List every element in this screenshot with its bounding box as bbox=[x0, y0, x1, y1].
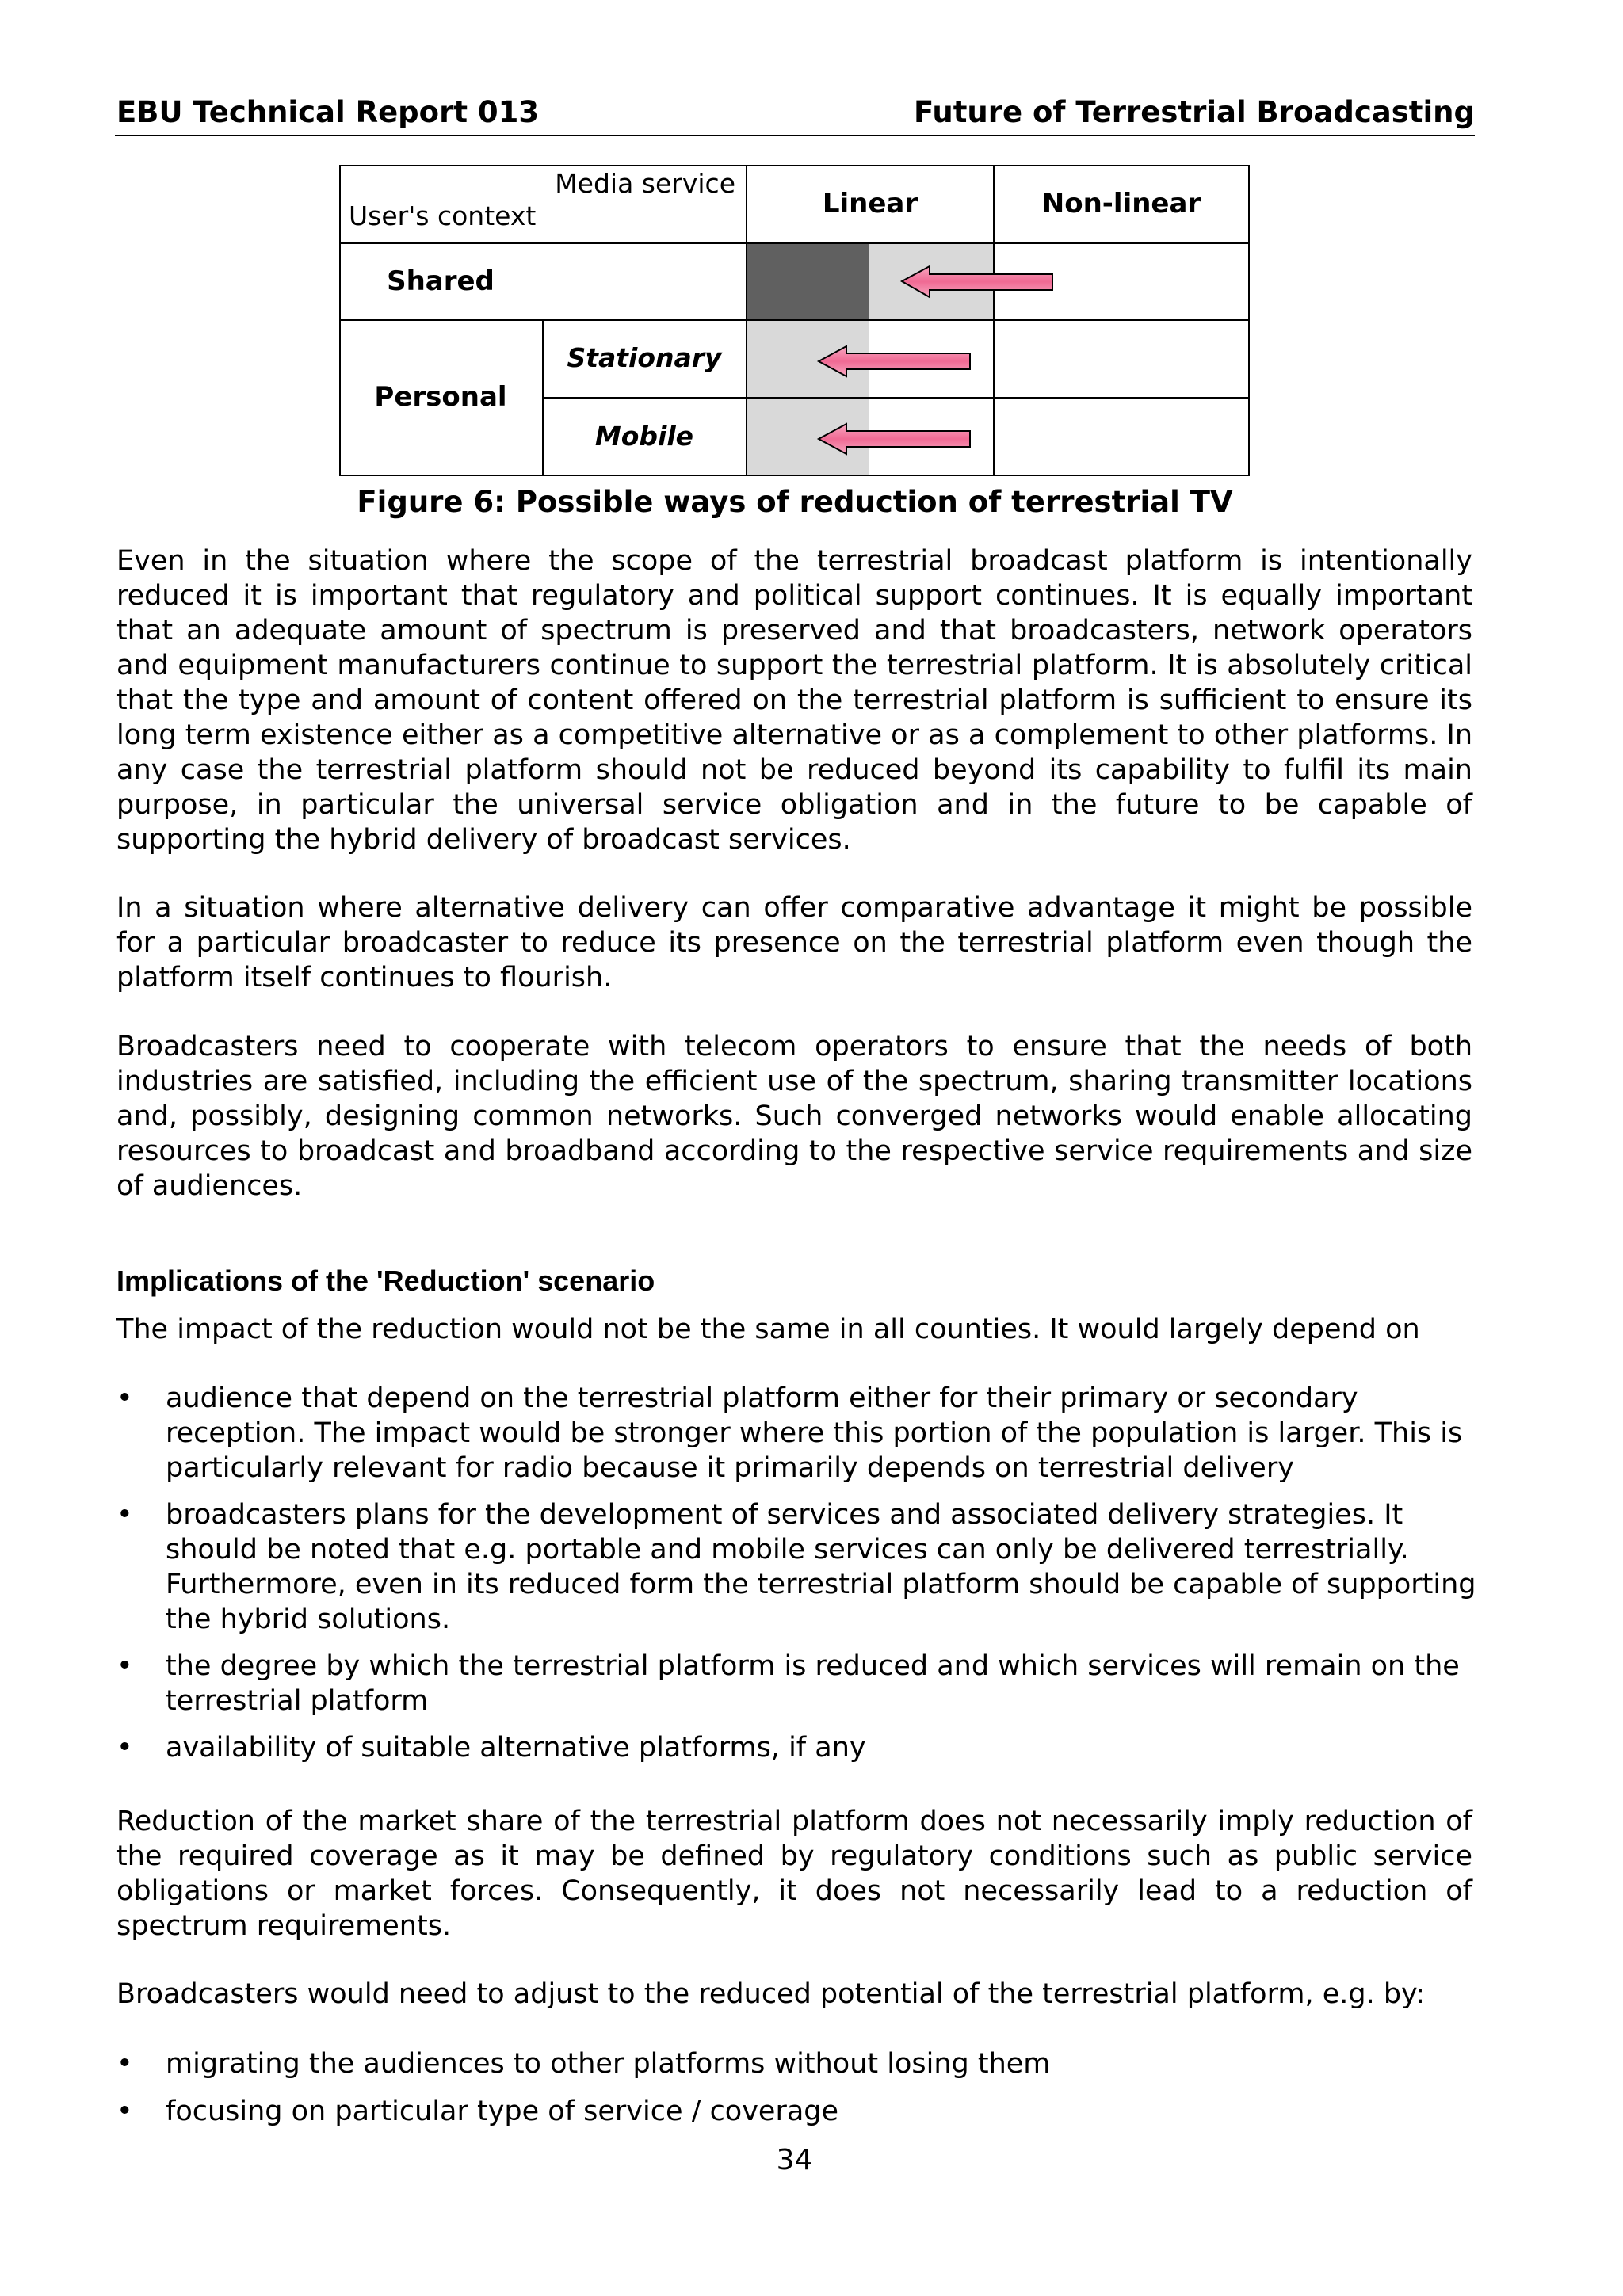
bullet-icon: • bbox=[116, 1732, 133, 1764]
corner-media-service: Media service bbox=[555, 168, 735, 199]
shaded-cell-shared-linear bbox=[747, 243, 869, 320]
bullet-icon: • bbox=[116, 1383, 133, 1414]
figure-caption: Figure 6: Possible ways of reduction of terrestrial TV bbox=[357, 485, 1233, 519]
list-item: • focusing on particular type of service / coverage bbox=[116, 2096, 839, 2127]
implications-intro: The impact of the reduction would not be the same in all counties. It would largely depend on bbox=[116, 1314, 1420, 1345]
section-heading: Implications of the 'Reduction' scenario bbox=[116, 1264, 655, 1297]
row-personal: Personal bbox=[374, 381, 507, 413]
paragraph-scope-reduction: Even in the situation where the scope of the terrestrial broadcast platform is intentionally reduced it is important that regulatory and political support continues. It is equally important that an adequate amount of spectrum is preserved and that broadcasters, network operators and equipment manufacturers continue to support the terrestrial platform. It is absolutely critical that the type and amount of content offered on the terrestrial platform is sufficient to ensure its long term existence either as a competitive alternative or as a complement to other platforms. In any case the terrestrial platform should not be reduced beyond its capability to fulfil its main purpose, in particular the universal service obligation and in the future to be capable of supporting the hybrid delivery of broadcast services. bbox=[116, 545, 1472, 856]
list-item: • broadcasters plans for the development of services and associated delivery strategies. It should be noted that e.g. portable and mobile services can only be delivered terrestrially. Furthermore, even in its reduced form the terrestrial platform should be capable of supporting the hybrid solutions. bbox=[116, 1499, 1476, 1635]
row-stationary: Stationary bbox=[567, 342, 722, 373]
bullet-icon: • bbox=[116, 1650, 133, 1682]
list-item: • availability of suitable alternative platforms, if any bbox=[116, 1732, 866, 1764]
row-shared: Shared bbox=[387, 265, 495, 297]
list-item: • the degree by which the terrestrial platform is reduced and which services will remain on the terrestrial platform bbox=[116, 1650, 1460, 1717]
list-item: • migrating the audiences to other platforms without losing them bbox=[116, 2048, 1051, 2080]
paragraph-market-share: Reduction of the market share of the terrestrial platform does not necessarily imply reduction of the required coverage as it may be defined by regulatory conditions such as public service obligations or market forces. Consequently, it does not necessarily lead to a reduction of spectrum requirements. bbox=[116, 1806, 1472, 1942]
figure-6 bbox=[339, 165, 1251, 477]
implications-list bbox=[116, 1381, 1480, 1765]
bullet-icon: • bbox=[116, 2096, 133, 2127]
header-document-title: Future of Terrestrial Broadcasting bbox=[913, 95, 1475, 129]
header-rule bbox=[115, 135, 1475, 136]
page-number: 34 bbox=[776, 2144, 813, 2176]
adjust-intro: Broadcasters would need to adjust to the reduced potential of the terrestrial platform, e.g. by: bbox=[116, 1978, 1425, 2010]
adjust-list bbox=[116, 2046, 1480, 2129]
paragraph-alternative-delivery: In a situation where alternative delivery can offer comparative advantage it might be possible for a particular broadcaster to reduce its presence on the terrestrial platform even though the platform itself continues to flourish. bbox=[116, 892, 1472, 994]
corner-users-context: User's context bbox=[349, 200, 537, 231]
row-mobile: Mobile bbox=[594, 421, 694, 452]
column-linear: Linear bbox=[822, 188, 918, 219]
left-arrow-icon bbox=[819, 346, 970, 376]
bullet-icon: • bbox=[116, 2048, 133, 2080]
header-report-title: EBU Technical Report 013 bbox=[116, 95, 540, 129]
reduction-diagram bbox=[339, 165, 1251, 477]
left-arrow-icon bbox=[819, 424, 970, 454]
bullet-icon: • bbox=[116, 1499, 133, 1531]
paragraph-cooperation: Broadcasters need to cooperate with telecom operators to ensure that the needs of both industries are satisfied, including the efficient use of the spectrum, sharing transmitter locations and, possibly, designing common networks. Such converged networks would enable allocating resources to broadcast and broadband according to the respective service requirements and size of audiences. bbox=[116, 1031, 1472, 1202]
list-item: • audience that depend on the terrestrial platform either for their primary or secondary reception. The impact would be stronger where this portion of the population is larger. This is particularly relevant for radio because it primarily depends on terrestrial delivery bbox=[116, 1383, 1463, 1484]
column-non-linear: Non-linear bbox=[1041, 188, 1201, 219]
